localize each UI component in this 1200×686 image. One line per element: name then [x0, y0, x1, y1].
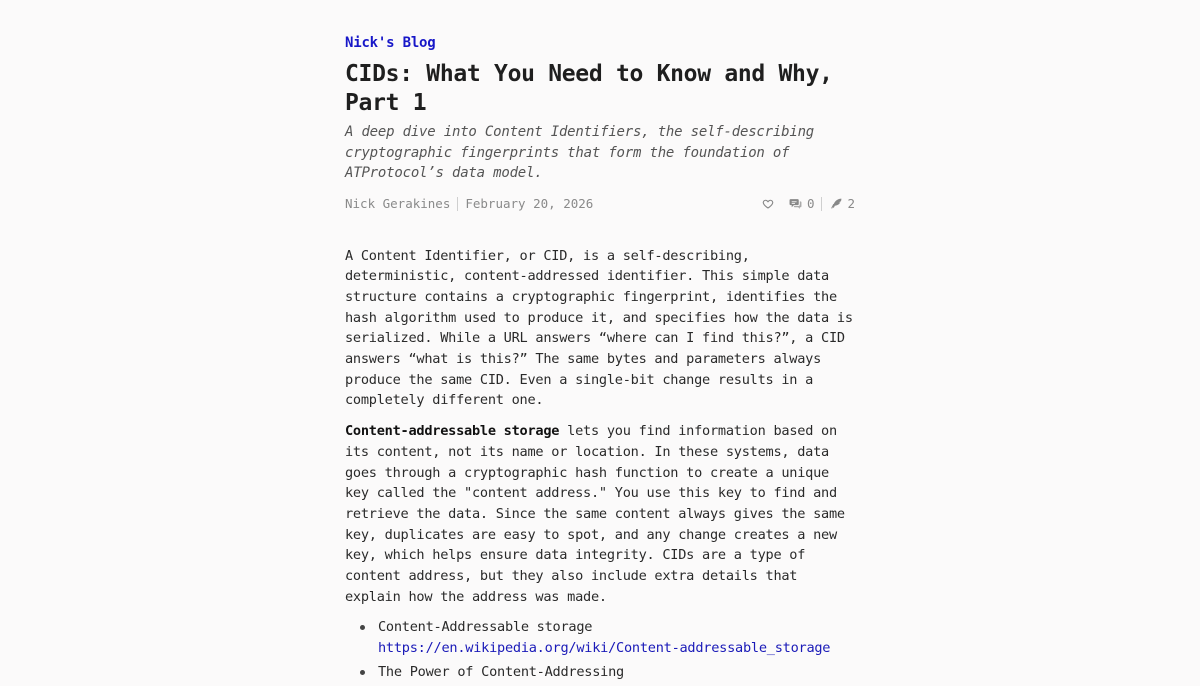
author-name[interactable]: Nick Gerakines	[345, 196, 451, 211]
article-column	[345, 32, 855, 686]
stats-divider	[821, 197, 822, 211]
reference-label: Content-Addressable storage	[378, 619, 593, 636]
comments-icon[interactable]	[789, 197, 803, 211]
paragraph-text: lets you find information based on its content, not its name or location. In these systems, data goes through a cryptographic hash function to create a unique key called the "content address." You use this key to find and retrieve the data. Since the same content always gives the same key, duplicates are easy to spot, and any change creates a new key, which helps ensure data integrity. CIDs are a type of content address, but they also include extra details that explain how the address was made.	[345, 423, 845, 605]
engagement-stats	[761, 196, 855, 211]
reference-list	[345, 617, 855, 682]
reference-label: The Power of Content-Addressing	[378, 663, 624, 680]
reference-link[interactable]: https://en.wikipedia.org/wiki/Content-addressable_storage	[378, 640, 831, 657]
meta-divider	[457, 197, 458, 211]
bold-term: Content-addressable storage	[345, 423, 560, 440]
reposts-count: 2	[847, 196, 855, 211]
article-subtitle: A deep dive into Content Identifiers, the self-describing cryptographic fingerprints that form the foundation of ATProtocol’s data model.	[345, 124, 815, 181]
list-item	[378, 662, 855, 683]
page-title: CIDs: What You Need to Know and Why, Part 1	[345, 61, 833, 116]
byline	[345, 196, 593, 211]
article-body	[345, 246, 855, 683]
article-meta	[345, 194, 855, 214]
heart-icon[interactable]	[761, 197, 775, 211]
list-item	[378, 617, 855, 658]
blog-name-link[interactable]: Nick's Blog	[345, 35, 436, 51]
publish-date: February 20, 2026	[465, 196, 594, 211]
comments-count: 0	[806, 196, 815, 211]
paragraph: A Content Identifier, or CID, is a self-describing, deterministic, content-addressed identifier. This simple data structure contains a cryptographic fingerprint, identifies the hash algorithm used to produce it, and specifies how the data is serialized. While a URL answers “where can I find this?”, a CID answers “what is this?” The same bytes and parameters always produce the same CID. Even a single-bit change results in a completely different one.	[345, 247, 853, 409]
quill-icon[interactable]	[829, 197, 843, 211]
paragraph	[345, 421, 855, 607]
